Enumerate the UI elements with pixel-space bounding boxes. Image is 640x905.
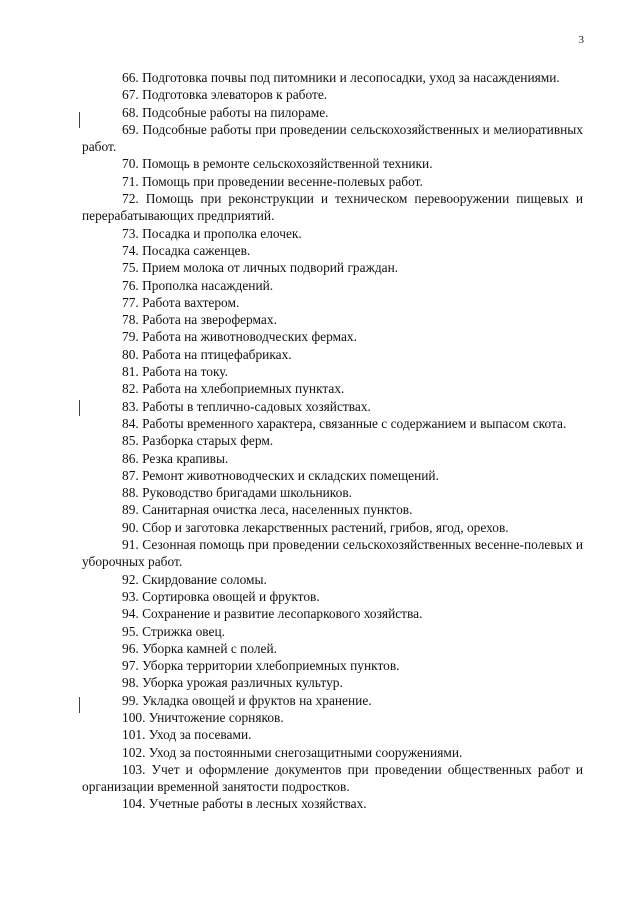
list-item: 97. Уборка территории хлебоприемных пунктов.	[122, 658, 400, 674]
list-item: 85. Разборка старых ферм.	[122, 433, 274, 449]
list-item: 66. Подготовка почвы под питомники и лесопосадки, уход за насаждениями.	[122, 70, 560, 85]
list-item: 67. Подготовка элеваторов к работе.	[122, 87, 328, 103]
list-item: 77. Работа вахтером.	[122, 294, 240, 310]
work-list	[82, 69, 583, 813]
list-item: 94. Сохранение и развитие лесопаркового хозяйства.	[122, 606, 423, 622]
list-item: 91. Сезонная помощь при проведении сельскохозяйственных весенне-полевых и уборочных работ.	[82, 537, 583, 570]
list-item: 95. Стрижка овец.	[122, 623, 225, 639]
list-item: 82. Работа на хлебоприемных пунктах.	[122, 381, 345, 397]
list-item: 98. Уборка урожая различных культур.	[122, 675, 343, 691]
list-item: 92. Скирдование соломы.	[122, 571, 267, 587]
list-item: 74. Посадка саженцев.	[122, 242, 251, 258]
list-item: 79. Работа на животноводческих фермах.	[122, 329, 357, 345]
list-item: 73. Посадка и прополка елочек.	[122, 225, 302, 241]
margin-mark	[79, 112, 80, 128]
list-item: 68. Подсобные работы на пилораме.	[122, 104, 329, 120]
list-item: 89. Санитарная очистка леса, населенных пунктов.	[122, 502, 413, 518]
list-item: 76. Прополка насаждений.	[122, 277, 274, 293]
list-item: 99. Укладка овощей и фруктов на хранение.	[122, 692, 372, 708]
list-item: 70. Помощь в ремонте сельскохозяйственной техники.	[122, 156, 433, 172]
margin-mark	[79, 400, 80, 416]
list-item: 72. Помощь при реконструкции и техническом перевооружении пищевых и перерабатывающих предприятий.	[82, 191, 583, 224]
list-item: 100. Уничтожение сорняков.	[122, 709, 284, 725]
list-item: 75. Прием молока от личных подворий граждан.	[122, 260, 399, 276]
list-item: 86. Резка крапивы.	[122, 450, 229, 466]
list-item: 87. Ремонт животноводческих и складских помещений.	[122, 467, 439, 483]
list-item: 90. Сбор и заготовка лекарственных растений, грибов, ягод, орехов.	[122, 519, 509, 535]
list-item: 96. Уборка камней с полей.	[122, 640, 277, 656]
page-number: 3	[578, 34, 584, 46]
list-item: 104. Учетные работы в лесных хозяйствах.	[122, 796, 367, 812]
list-item: 83. Работы в теплично-садовых хозяйствах.	[122, 398, 371, 414]
list-item: 88. Руководство бригадами школьников.	[122, 485, 352, 501]
list-item: 80. Работа на птицефабриках.	[122, 346, 292, 362]
list-item: 71. Помощь при проведении весенне-полевых работ.	[122, 173, 423, 189]
list-item: 78. Работа на зверофермах.	[122, 312, 277, 328]
list-item: 93. Сортировка овощей и фруктов.	[122, 588, 320, 604]
list-item: 84. Работы временного характера, связанные с содержанием и выпасом скота.	[122, 415, 567, 431]
list-item: 69. Подсобные работы при проведении сельскохозяйственных и мелиоративных работ.	[82, 121, 583, 155]
list-item: 102. Уход за постоянными снегозащитными сооружениями.	[122, 744, 463, 760]
list-item: 101. Уход за посевами.	[122, 727, 252, 743]
list-item: 103. Учет и оформление документов при проведении общественных работ и организации временной занятости подростков.	[82, 761, 583, 795]
list-item: 81. Работа на току.	[122, 364, 228, 380]
margin-mark	[79, 697, 80, 713]
